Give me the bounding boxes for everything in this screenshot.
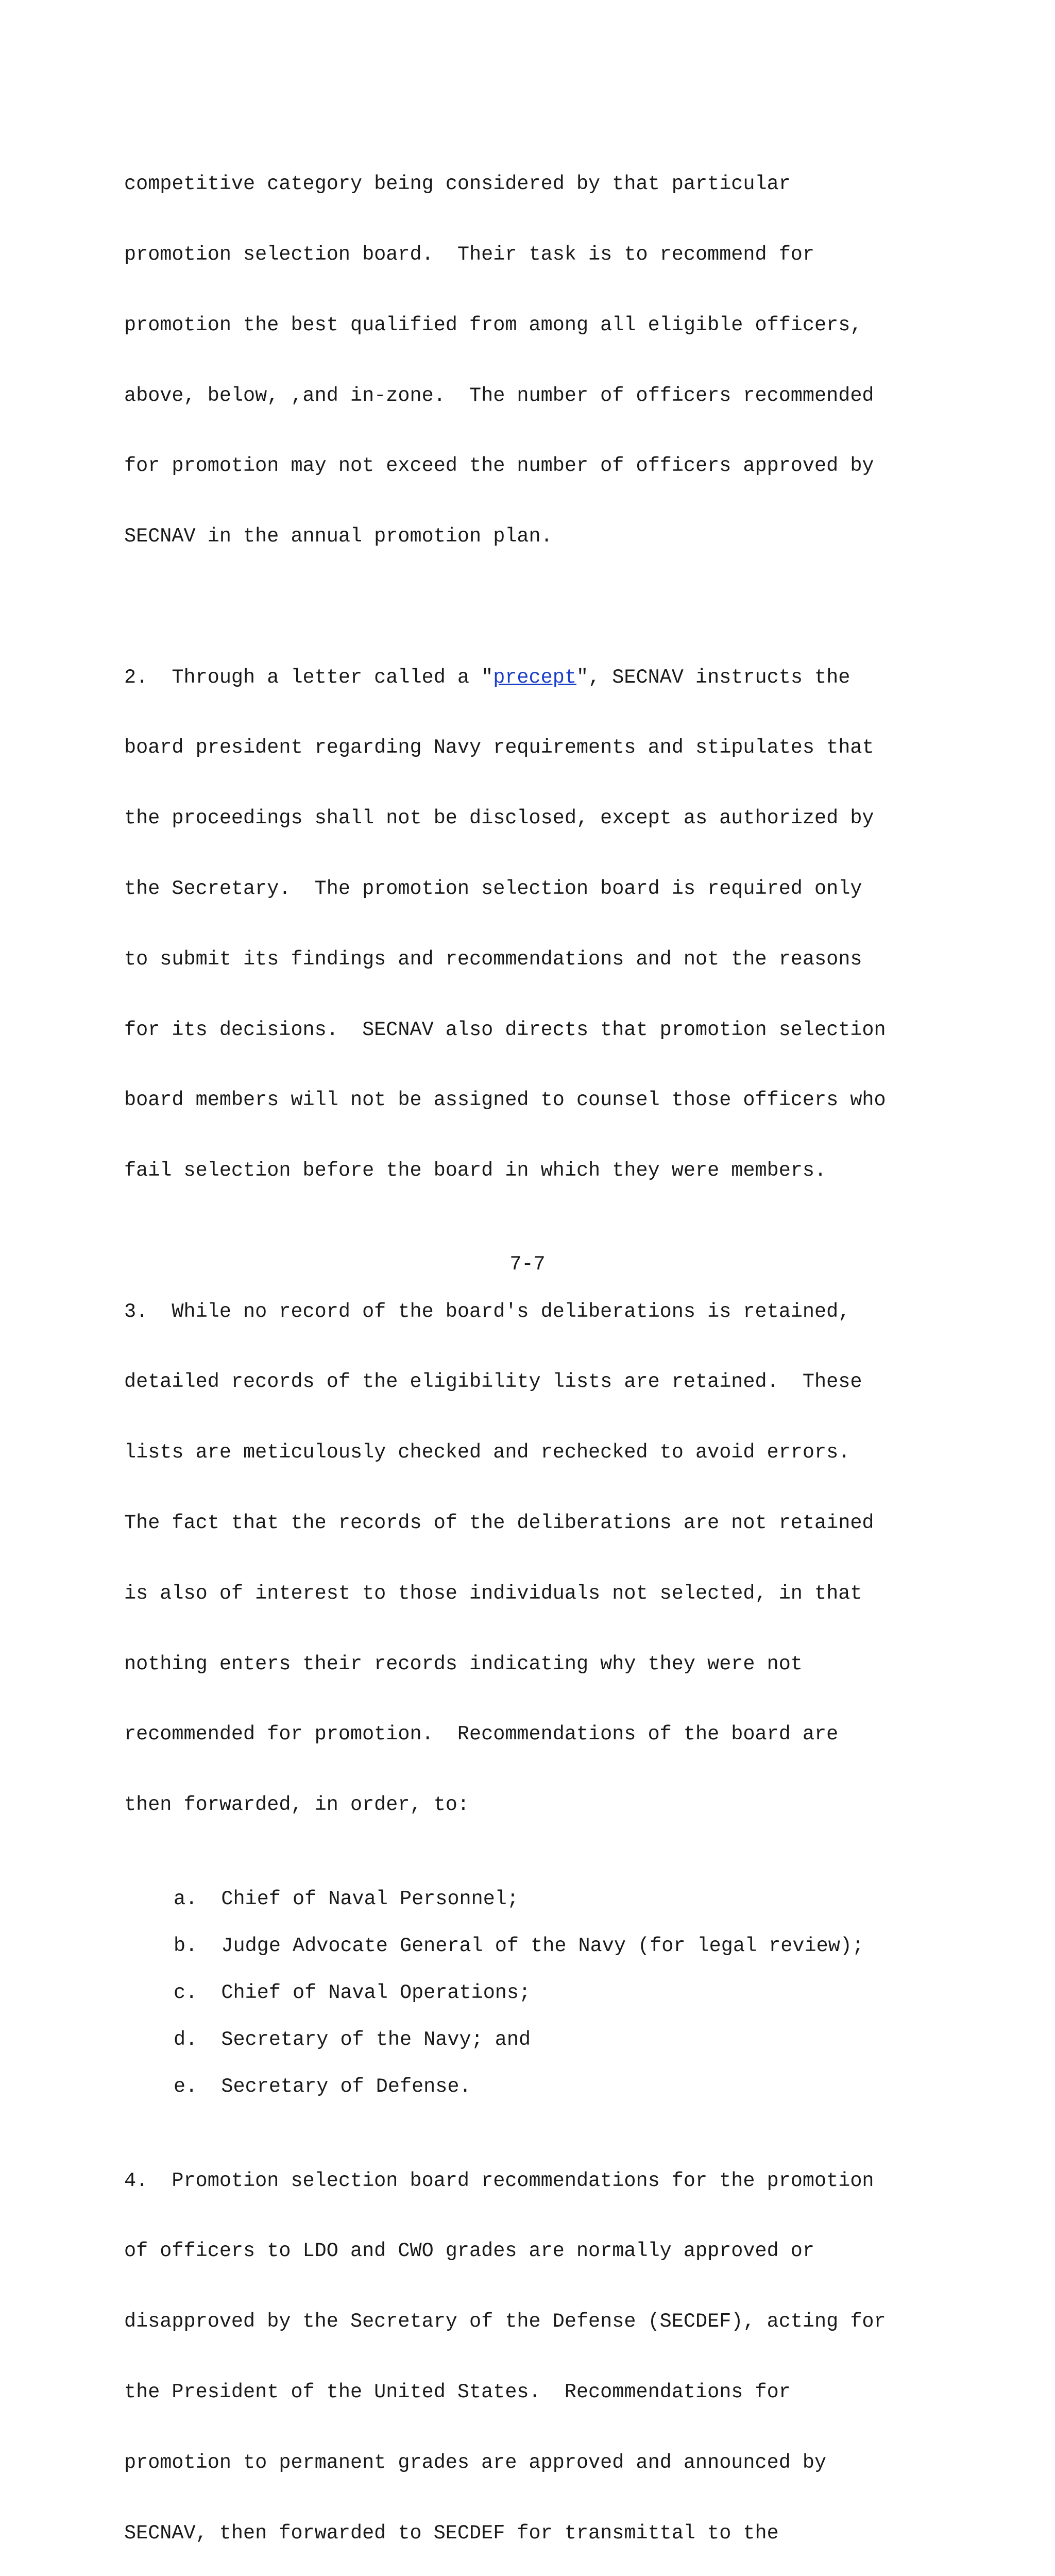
paragraph-4 [124, 2122, 948, 2576]
text-line: SECNAV in the annual promotion plan. [124, 525, 553, 548]
forward-list [124, 1888, 948, 2099]
text-line: nothing enters their records indicating why they were not [124, 1652, 803, 1675]
body-text [124, 126, 948, 2576]
text-line: the proceedings shall not be disclosed, except as authorized by [124, 807, 874, 830]
paragraph-2 [124, 619, 948, 1229]
text-line: is also of interest to those individuals not selected, in that [124, 1582, 862, 1605]
text-line: for its decisions. SECNAV also directs that promotion selection [124, 1018, 886, 1041]
text-line: the Secretary. The promotion selection board is required only [124, 877, 862, 900]
text-line: fail selection before the board in which they were members. [124, 1159, 827, 1182]
text-line: promotion selection board. Their task is to recommend for [124, 243, 815, 266]
precept-link[interactable]: precept [493, 666, 576, 689]
text-line: 3. While no record of the board's deliberations is retained, [124, 1300, 850, 1323]
text-fragment: ", SECNAV instructs the [576, 666, 850, 689]
text-line: promotion to permanent grades are approved and announced by [124, 2451, 827, 2474]
list-item: c. Chief of Naval Operations; [174, 1981, 531, 2004]
text-line: SECNAV, then forwarded to SECDEF for transmittal to the [124, 2521, 779, 2545]
text-line: recommended for promotion. Recommendations of the board are [124, 1723, 839, 1746]
list-item: a. Chief of Naval Personnel; [174, 1887, 519, 1910]
text-line: 4. Promotion selection board recommendations for the promotion [124, 2169, 874, 2192]
text-line: disapproved by the Secretary of the Defense (SECDEF), acting for [124, 2310, 886, 2333]
text-line: of officers to LDO and CWO grades are normally approved or [124, 2240, 815, 2263]
text-line: lists are meticulously checked and rechecked to avoid errors. [124, 1441, 850, 1464]
text-line: above, below, ,and in-zone. The number of officers recommended [124, 384, 874, 407]
text-line: the President of the United States. Recommendations for [124, 2381, 791, 2403]
text-line: for promotion may not exceed the number of officers approved by [124, 454, 874, 478]
paragraph-intro [124, 126, 948, 596]
text-line: board members will not be assigned to counsel those officers who [124, 1089, 886, 1112]
text-line [124, 666, 948, 690]
text-line: competitive category being considered by that particular [124, 173, 791, 196]
list-item: d. Secretary of the Navy; and [174, 2028, 531, 2052]
text-line: to submit its findings and recommendations and not the reasons [124, 947, 862, 971]
text-line: detailed records of the eligibility lists are retained. These [124, 1370, 862, 1394]
text-line: The fact that the records of the deliberations are not retained [124, 1512, 874, 1535]
list-item: e. Secretary of Defense. [174, 2075, 471, 2098]
text-line: promotion the best qualified from among all eligible officers, [124, 313, 862, 336]
paragraph-3 [124, 1253, 948, 1864]
text-line: board president regarding Navy requirements and stipulates that [124, 736, 874, 759]
text-fragment: 2. Through a letter called a " [124, 666, 494, 689]
list-item: b. Judge Advocate General of the Navy (for legal review); [174, 1934, 864, 1957]
text-line: then forwarded, in order, to: [124, 1793, 470, 1817]
page-number: 7-7 [509, 1253, 546, 1276]
